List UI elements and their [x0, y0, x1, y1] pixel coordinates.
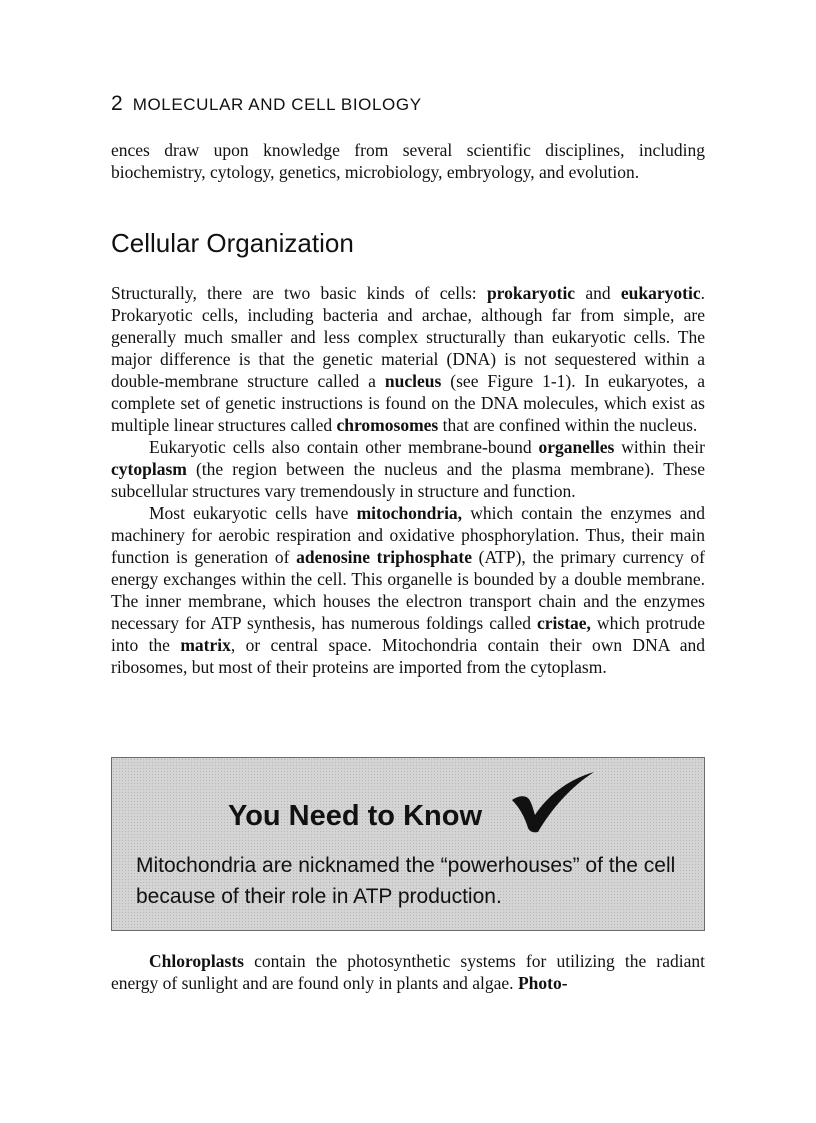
callout-text: Mitochondria are nicknamed the “powerhouses” of the cell because of their role in ATP production. [136, 854, 676, 908]
term-photo: Photo- [517, 973, 568, 993]
text-run: Most eukaryotic cells have [149, 503, 357, 523]
text-run: (the region between the nucleus and the plasma membrane). These subcellular structures vary tremendously in structure and function. [111, 459, 705, 501]
term-chromosomes: chromosomes [336, 415, 439, 435]
text-run: (see Figure 1-1). In eukaryotes, a complete set of genetic instructions is found on the DNA molecules, which exist as multiple linear structures called [111, 371, 705, 435]
term-organelles: organelles [538, 437, 615, 457]
checkmark-icon [508, 770, 598, 834]
text-run: . Prokaryotic cells, including bacteria and archae, although far from simple, are generally much smaller and less complex structurally than eukaryotic cells. The major difference is that the genetic material (DNA) is not sequestered within a double-membrane structure called a [111, 283, 705, 391]
term-matrix: matrix [180, 635, 231, 655]
intro-paragraph: ences draw upon knowledge from several scientific disciplines, including biochemistry, cytology, genetics, microbiology, embryology, and evolution. [111, 140, 705, 182]
paragraph-cell-types [111, 282, 705, 436]
text-run: (ATP), the primary currency of energy exchanges within the cell. This organelle is bounded by a double membrane. The inner membrane, which houses the electron transport chain and the enzymes necessary for ATP synthesis, has numerous foldings called [111, 547, 706, 633]
text-run: , or central space. Mitochondria contain their own DNA and ribosomes, but most of their proteins are imported from the cytoplasm. [111, 635, 706, 677]
text-run: within their [614, 437, 705, 457]
body-text-main [111, 282, 705, 678]
term-cytoplasm: cytoplasm [111, 459, 187, 479]
term-prokaryotic: prokaryotic [486, 283, 576, 303]
running-head [111, 92, 422, 116]
you-need-to-know-callout [111, 757, 705, 931]
text-run: Eukaryotic cells also contain other membrane-bound [149, 437, 539, 457]
text-run: contain the photosynthetic systems for utilizing the radiant energy of sunlight and are found only in plants and algae. [111, 951, 705, 993]
running-head-title: MOLECULAR AND CELL BIOLOGY [132, 95, 422, 114]
text-run: Structurally, there are two basic kinds of cells: [111, 283, 487, 303]
callout-title: You Need to Know [228, 800, 483, 832]
body-text-continued [111, 950, 705, 994]
text-run: which contain the enzymes and machinery for aerobic respiration and oxidative phosphorylation. Thus, their main function is generation of [111, 503, 705, 567]
paragraph-chloroplasts [111, 950, 705, 994]
term-mitochondria: mitochondria, [356, 503, 463, 523]
term-eukaryotic: eukaryotic [620, 283, 701, 303]
paragraph-mitochondria [111, 502, 705, 678]
section-heading: Cellular Organization [111, 228, 354, 258]
page-number: 2 [111, 92, 123, 115]
term-adenosine-triphosphate: adenosine triphosphate [296, 547, 472, 567]
text-run: which protrude into the [111, 613, 705, 655]
term-nucleus: nucleus [384, 371, 442, 391]
intro-block [111, 139, 705, 183]
text-run: that are confined within the nucleus. [438, 415, 698, 435]
paragraph-organelles [111, 436, 705, 502]
term-chloroplasts: Chloroplasts [149, 951, 244, 971]
term-cristae: cristae, [536, 613, 591, 633]
text-run: and [575, 283, 621, 303]
